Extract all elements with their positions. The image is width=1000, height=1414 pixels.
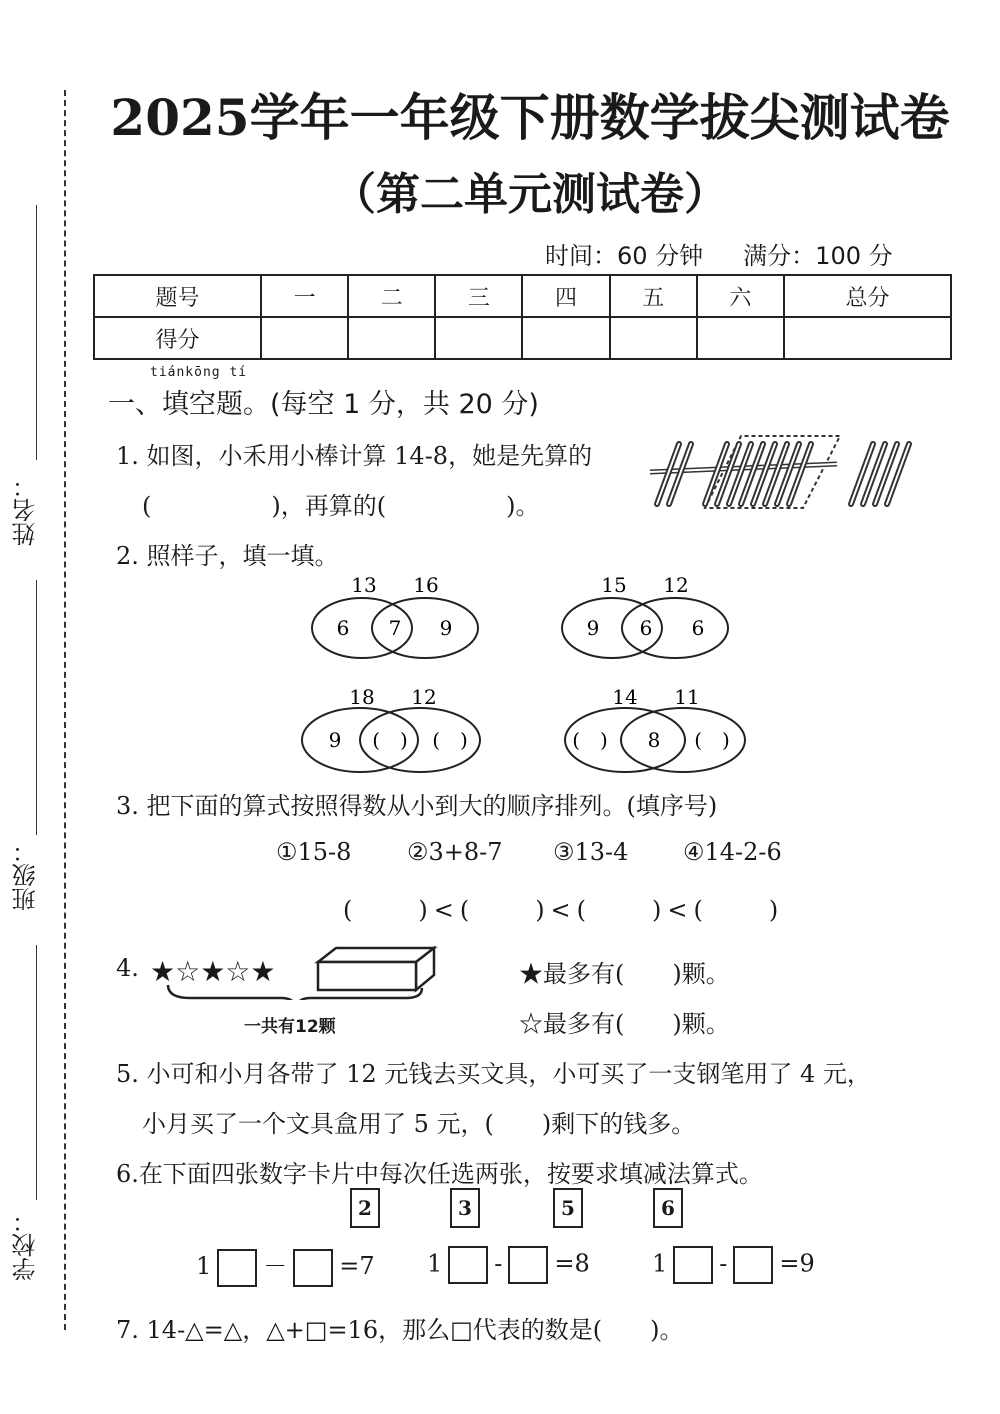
venn-blank: ( ): [372, 728, 408, 752]
section-pinyin: tiánkōng tí: [150, 365, 248, 380]
venn-label: 8: [647, 728, 661, 752]
q3-item-4: ④14-2-6: [683, 838, 782, 866]
venn-label: 12: [411, 685, 437, 709]
section-heading: 一、填空题。(每空 1 分，共 20 分): [108, 389, 539, 420]
q4-line2: ☆最多有( )颗。: [519, 1010, 730, 1038]
venn-blank: ( ): [432, 728, 468, 752]
venn-label: 9: [439, 616, 453, 640]
q6-equation-3: [652, 1246, 815, 1284]
name-fill-line: [36, 205, 37, 460]
venn-label: 11: [674, 685, 700, 709]
col-header: 六: [697, 275, 784, 317]
venn-label: 6: [639, 616, 653, 640]
row-header-question: 题号: [94, 275, 261, 317]
answer-box[interactable]: [448, 1246, 488, 1284]
q1-line2: ( )，再算的( )。: [142, 492, 540, 520]
row-header-score: 得分: [94, 317, 261, 359]
school-fill-line: [36, 945, 37, 1200]
score-table-header-row: [94, 275, 951, 317]
score-cell[interactable]: [348, 317, 435, 359]
eq-prefix: 1: [427, 1249, 443, 1278]
eq-result: =8: [554, 1249, 590, 1278]
number-card: 2: [350, 1188, 380, 1228]
q4-star-sequence: ★☆★☆★: [150, 955, 276, 988]
school-label: 学校：: [12, 1209, 40, 1281]
answer-box[interactable]: [733, 1246, 773, 1284]
q4-line1: ★最多有( )颗。: [519, 960, 730, 988]
name-label: 姓名：: [12, 474, 40, 546]
q3-item-3: ③13-4: [553, 838, 629, 866]
number-card: 5: [553, 1188, 583, 1228]
score-table-score-row: [94, 317, 951, 359]
venn-blank: ( ): [572, 728, 608, 752]
score-cell[interactable]: [522, 317, 609, 359]
score-table: [93, 274, 952, 360]
eq-minus: -: [494, 1249, 503, 1278]
venn-label: 12: [663, 573, 689, 597]
score-cell[interactable]: [435, 317, 522, 359]
binding-dashed-line: [64, 90, 66, 1330]
venn-blank: ( ): [694, 728, 730, 752]
venn-label: 13: [351, 573, 377, 597]
exam-info: [545, 236, 933, 271]
q6-equation-2: [427, 1246, 590, 1284]
class-fill-line: [36, 580, 37, 835]
answer-box[interactable]: [217, 1249, 257, 1287]
venn-diagram-2: [550, 570, 740, 670]
answer-box[interactable]: [673, 1246, 713, 1284]
score-cell[interactable]: [784, 317, 951, 359]
q3-item-2: ②3+8-7: [407, 838, 503, 866]
q6-text: 6.在下面四张数字卡片中每次任选两张，按要求填减法算式。: [116, 1160, 763, 1188]
venn-label: 7: [388, 616, 402, 640]
venn-label: 18: [349, 685, 375, 709]
eq-minus: －: [263, 1252, 288, 1280]
venn-label: 15: [601, 573, 627, 597]
venn-label: 16: [413, 573, 439, 597]
venn-diagram-4: [550, 680, 755, 780]
venn-label: 6: [691, 616, 705, 640]
page-subtitle: （第二单元测试卷）: [332, 169, 728, 220]
q3-order-line: ( )<( )<( )<( ): [343, 896, 785, 924]
q7-text: 7. 14-△=△，△+□=16，那么□代表的数是( )。: [116, 1316, 684, 1344]
page-title: 2025学年一年级下册数学拔尖测试卷: [110, 88, 950, 147]
venn-diagram-3: [290, 680, 490, 780]
q4-box-and-brace: [160, 940, 440, 1000]
eq-prefix: 1: [196, 1252, 212, 1280]
col-header: 总分: [784, 275, 951, 317]
q3-item-1: ①15-8: [276, 838, 352, 866]
eq-minus: -: [719, 1249, 728, 1278]
eq-result: =9: [779, 1249, 815, 1278]
venn-label: 6: [336, 616, 350, 640]
q1-line1: 1. 如图，小禾用小棒计算 14-8，她是先算的: [116, 442, 593, 470]
class-label: 班级：: [12, 839, 40, 911]
col-header: 五: [610, 275, 697, 317]
number-card: 6: [653, 1188, 683, 1228]
full-score: 满分：100 分: [743, 242, 893, 270]
time-limit: 时间：60 分钟: [545, 242, 704, 270]
venn-label: 9: [586, 616, 600, 640]
q5-line1: 5. 小可和小月各带了 12 元钱去买文具，小可买了一支钢笔用了 4 元，: [116, 1060, 871, 1088]
answer-box[interactable]: [508, 1246, 548, 1284]
venn-label: 14: [612, 685, 638, 709]
eq-prefix: 1: [652, 1249, 668, 1278]
venn-label: 9: [328, 728, 342, 752]
eq-result: =7: [339, 1252, 375, 1280]
q4-caption: 一共有12颗: [244, 1017, 336, 1037]
q2-text: 2. 照样子，填一填。: [116, 542, 339, 570]
sticks-illustration: [645, 430, 945, 520]
score-cell[interactable]: [610, 317, 697, 359]
venn-diagram-1: [300, 570, 490, 670]
q4-number: 4.: [116, 954, 139, 982]
col-header: 四: [522, 275, 609, 317]
score-cell[interactable]: [697, 317, 784, 359]
col-header: 二: [348, 275, 435, 317]
answer-box[interactable]: [293, 1249, 333, 1287]
score-cell[interactable]: [261, 317, 348, 359]
col-header: 一: [261, 275, 348, 317]
q6-equation-1: [196, 1246, 375, 1287]
col-header: 三: [435, 275, 522, 317]
q5-line2: 小月买了一个文具盒用了 5 元，( )剩下的钱多。: [142, 1110, 696, 1138]
q3-text: 3. 把下面的算式按照得数从小到大的顺序排列。(填序号): [116, 792, 718, 820]
number-card: 3: [450, 1188, 480, 1228]
